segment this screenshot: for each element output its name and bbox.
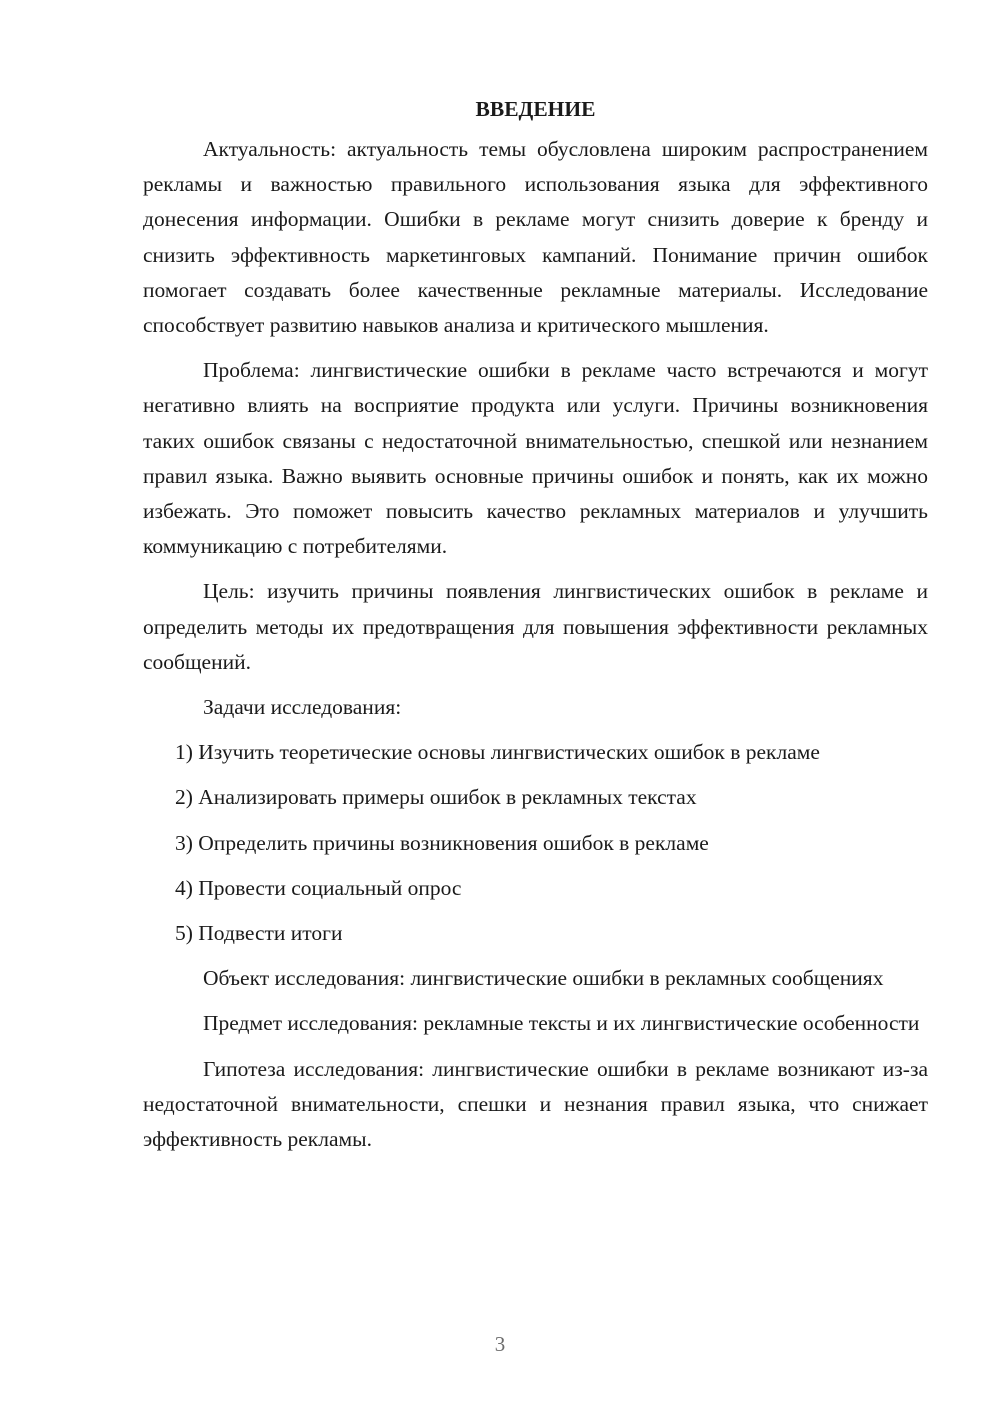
task-item-4: 4) Провести социальный опрос — [175, 875, 462, 900]
task-item-5: 5) Подвести итоги — [175, 921, 343, 946]
task-item-3: 3) Определить причины возникновения ошибок в рекламе — [175, 830, 709, 855]
object-paragraph: Объект исследования: лингвистические ошибки в рекламных сообщениях — [203, 966, 884, 991]
goal-paragraph: Цель: изучить причины появления лингвистических ошибок в рекламе и определить методы их предотвращения для повышения эффективности рекламных сообщений. — [143, 579, 928, 674]
task-item-1: 1) Изучить теоретические основы лингвистических ошибок в рекламе — [175, 740, 820, 765]
relevance-paragraph: Актуальность: актуальность темы обусловлена широким распространением рекламы и важностью правильного использования языка для эффективного донесения информации. Ошибки в рекламе могут снизить доверие к бренду и снизить эффективность маркетинговых кампаний. Понимание причин ошибок помогает создавать более качественные рекламные материалы. Исследование способствует развитию навыков анализа и критического мышления. — [143, 137, 928, 338]
tasks-heading: Задачи исследования: — [203, 695, 402, 720]
hypothesis-paragraph: Гипотеза исследования: лингвистические ошибки в рекламе возникают из-за недостаточной внимательности, спешки и незнания правил языка, что снижает эффективность рекламы. — [143, 1056, 928, 1152]
document-page — [143, 92, 928, 1167]
tasks-list — [143, 735, 928, 951]
task-item-2: 2) Анализировать примеры ошибок в рекламных текстах — [175, 785, 697, 810]
page-title: ВВЕДЕНИЕ — [475, 97, 596, 121]
page-number: 3 — [494, 1332, 506, 1356]
subject-paragraph: Предмет исследования: рекламные тексты и их лингвистические особенности — [203, 1011, 920, 1036]
problem-paragraph: Проблема: лингвистические ошибки в рекламе часто встречаются и могут негативно влиять на восприятие продукта или услуги. Причины возникновения таких ошибок связаны с недостаточной внимательностью, спешкой или незнанием правил языка. Важно выявить основные причины ошибок и понять, как их можно избежать. Это поможет повысить качество рекламных материалов и улучшить коммуникацию с потребителями. — [143, 358, 928, 559]
